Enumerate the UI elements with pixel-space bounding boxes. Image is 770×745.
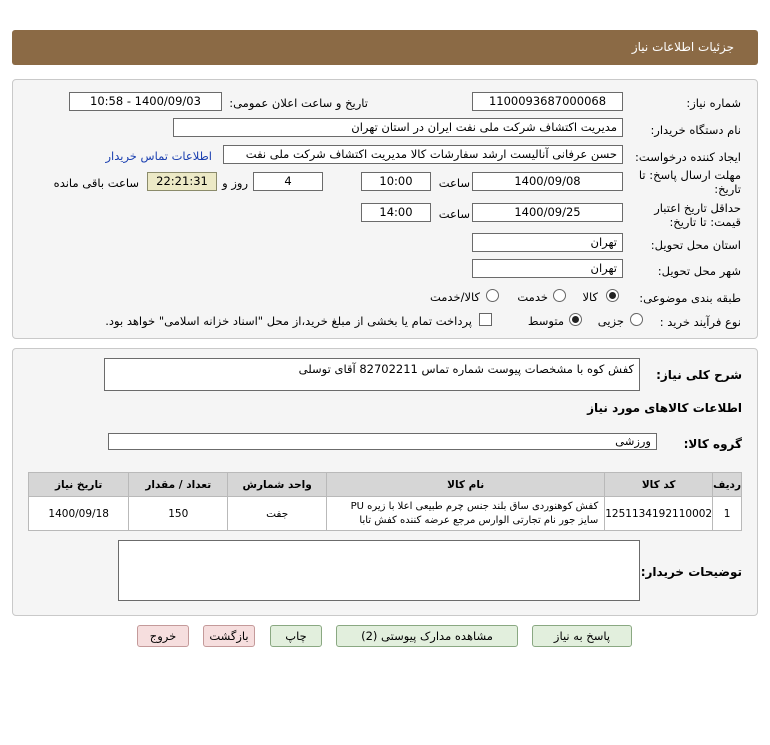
creator-field: حسن عرفانی آنالیست ارشد سفارشات کالا مدیریت اکتشاف شرکت ملی نفت	[223, 145, 623, 164]
category-option-service: خدمت	[517, 290, 548, 304]
category-label: طبقه بندی موضوعی:	[639, 291, 741, 305]
process-option-minor: جزیی	[597, 314, 624, 328]
summary-label: شرح کلی نیاز:	[656, 368, 742, 382]
deadline-date-field: 1400/09/08	[472, 172, 623, 191]
announce-label: تاریخ و ساعت اعلان عمومی:	[229, 96, 368, 110]
buyer-notes-field	[118, 540, 640, 601]
view-attachments-button[interactable]: مشاهده مدارک پیوستی (2)	[336, 625, 518, 647]
process-label: نوع فرآیند خرید :	[659, 315, 741, 329]
creator-label: ایجاد کننده درخواست:	[635, 150, 741, 164]
need-number-field: 1100093687000068	[472, 92, 623, 111]
province-label: استان محل تحویل:	[650, 238, 741, 252]
validity-time-field: 14:00	[361, 203, 431, 222]
category-radio-goods[interactable]	[606, 289, 619, 302]
col-code: کد کالا	[605, 473, 713, 497]
table-row	[29, 497, 742, 531]
buyer-contact-link[interactable]: اطلاعات تماس خریدار	[105, 149, 212, 163]
process-option-medium: متوسط	[527, 314, 564, 328]
city-field: تهران	[472, 259, 623, 278]
page-title: جزئیات اطلاعات نیاز	[631, 40, 734, 54]
exit-button[interactable]: خروج	[137, 625, 189, 647]
remaining-time-label: ساعت باقی مانده	[53, 176, 139, 190]
col-date: تاریخ نیاز	[29, 473, 129, 497]
process-radio-medium[interactable]	[569, 313, 582, 326]
row-date: 1400/09/18	[29, 497, 129, 531]
process-radio-minor[interactable]	[630, 313, 643, 326]
treasury-checkbox[interactable]	[479, 313, 492, 326]
deadline-time-label: ساعت	[438, 176, 470, 190]
category-option-goods: کالا	[582, 290, 598, 304]
page-header	[12, 30, 758, 65]
reply-button[interactable]: پاسخ به نیاز	[532, 625, 632, 647]
days-field: 4	[253, 172, 323, 191]
deadline-label: مهلت ارسال پاسخ: تا	[638, 168, 741, 182]
row-name: کفش کوهنوردی ساق بلند جنس چرم طبیعی اعلا با زیره PU سایز جور نام تجارتی الوارس مرجع عرضه کننده کفش تابا	[327, 497, 605, 531]
row-index: 1	[713, 497, 742, 531]
city-label: شهر محل تحویل:	[657, 264, 741, 278]
goods-group-field: ورزشی	[108, 433, 657, 450]
validity-time-label: ساعت	[438, 207, 470, 221]
category-option-goods-service: کالا/خدمت	[429, 290, 480, 304]
province-field: تهران	[472, 233, 623, 252]
days-label: روز و	[222, 176, 248, 190]
row-quantity: 150	[129, 497, 228, 531]
back-button[interactable]: بازگشت	[203, 625, 255, 647]
goods-group-label: گروه کالا:	[683, 437, 742, 451]
goods-table-header	[29, 473, 742, 497]
row-unit: جفت	[228, 497, 327, 531]
col-unit: واحد شمارش	[228, 473, 327, 497]
goods-info-title: اطلاعات کالاهای مورد نیاز	[587, 401, 742, 415]
need-number-label: شماره نیاز:	[686, 96, 741, 110]
remaining-time-field: 22:21:31	[147, 172, 217, 191]
col-name: نام کالا	[327, 473, 605, 497]
category-radio-service[interactable]	[553, 289, 566, 302]
summary-field: کفش کوه با مشخصات پیوست شماره تماس 82702211 آقای توسلی	[104, 358, 640, 391]
announce-field: 1400/09/03 - 10:58	[69, 92, 222, 111]
validity-label: حداقل تاریخ اعتبار	[654, 201, 741, 215]
buyer-notes-label: توضیحات خریدار:	[640, 565, 742, 579]
deadline-label-date: تاریخ:	[714, 182, 741, 196]
col-quantity: تعداد / مقدار	[129, 473, 228, 497]
validity-label-date: قیمت: تا تاریخ:	[669, 215, 741, 229]
col-index: ردیف	[713, 473, 742, 497]
validity-date-field: 1400/09/25	[472, 203, 623, 222]
buyer-org-field: مدیریت اکتشاف شرکت ملی نفت ایران در استان تهران	[173, 118, 623, 137]
treasury-note: پرداخت تمام یا بخشی از مبلغ خرید،از محل "اسناد خزانه اسلامی" خواهد بود.	[105, 314, 472, 328]
row-code: 1251134192110002	[605, 497, 713, 531]
goods-table	[28, 472, 742, 531]
category-radio-goods-service[interactable]	[486, 289, 499, 302]
print-button[interactable]: چاپ	[270, 625, 322, 647]
buyer-org-label: نام دستگاه خریدار:	[650, 123, 741, 137]
deadline-time-field: 10:00	[361, 172, 431, 191]
